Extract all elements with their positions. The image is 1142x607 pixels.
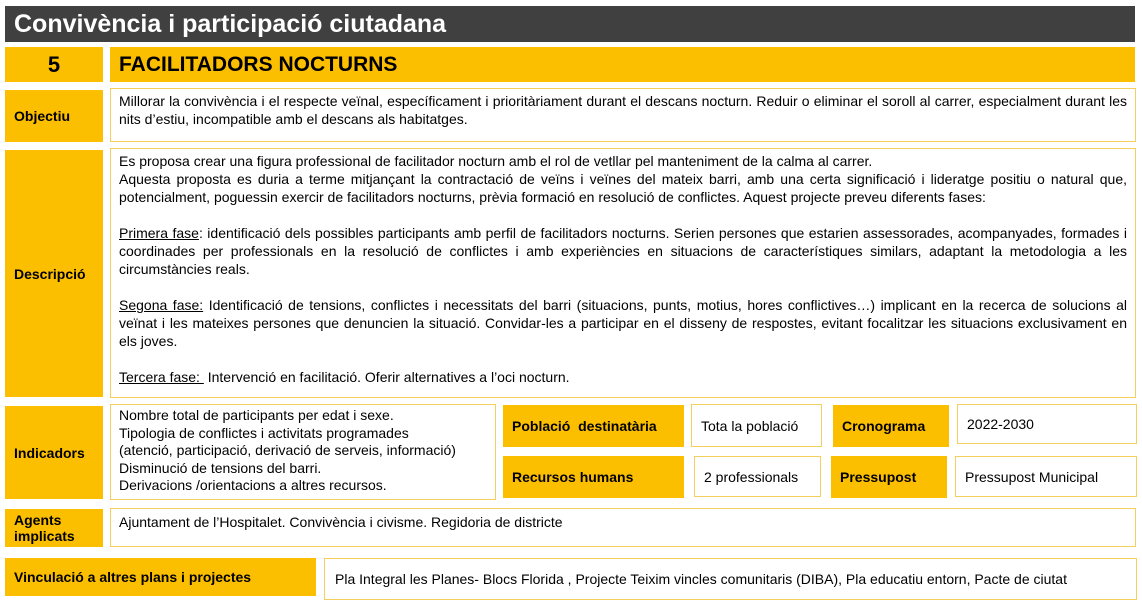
indicadors-list (110, 404, 496, 500)
phase-1-title: Primera fase (119, 225, 199, 241)
indicador-item: Nombre total de participants per edat i sexe. (119, 407, 394, 423)
phase-2 (119, 296, 1127, 350)
agents-label: Agents implicats (5, 509, 103, 547)
phase-1-text: : identificació dels possibles participants amb perfil de facilitadors nocturns. Serien persones que estarien assessorades, acompanyades, formades i coordinades per professionals en la resolució de conflictes i amb experiències en situacions de característiques similars, adaptant la metodologia a les circumstàncies reals. (119, 225, 1128, 277)
vinculacio-label: Vinculació a altres plans i projectes (5, 558, 316, 596)
phase-3 (119, 368, 1127, 386)
pressupost-label: Pressupost (831, 456, 947, 498)
phase-2-text: Identificació de tensions, conflictes i necessitats del barri (situacions, punts, motius, hores conflictives…) implicant en la recerca de solucions al veïnat i les mateixes persones que denuncien la situació. Convidar-les a participar en el disseny de respostes, evitant focalitzar les situacions exclusivament en els joves. (119, 297, 1127, 349)
recursos-value: 2 professionals (694, 456, 821, 497)
objectiu-text (110, 88, 1136, 142)
objectiu-paragraph: Millorar la convivència i el respecte veïnal, específicament i prioritàriament durant el descans nocturn. Reduir o eliminar el soroll al carrer, especialment durant les nits d’estiu, incompatible amb el descans als habitatges. (119, 93, 1127, 127)
indicador-item: Disminució de tensions del barri. (119, 459, 322, 476)
page-title: Convivència i participació ciutadana (5, 6, 1135, 42)
descripcio-intro-2: Aquesta proposta es duria a terme mitjançant la contractació de veïns i veïnes del mateix barri, amb una certa significació i lideratge positiu o natural que, potencialment, poguessin exercir de facilitadors nocturns, prèvia formació en resolució de conflictes. Aquest projecte preveu diferents fases: (119, 171, 1127, 205)
project-number: 5 (5, 47, 103, 82)
phase-1 (119, 224, 1127, 278)
descripcio-label: Descripció (5, 150, 103, 397)
objectiu-label: Objectiu (5, 90, 103, 142)
indicador-item: Derivacions /orientacions a altres recursos. (119, 477, 387, 493)
agents-text: Ajuntament de l’Hospitalet. Convivència i civisme. Regidoria de districte (110, 508, 1136, 547)
poblacio-value: Tota la població (691, 404, 822, 447)
pressupost-value: Pressupost Municipal (955, 456, 1137, 497)
poblacio-label: Població destinatària (503, 405, 684, 447)
phase-2-title: Segona fase: (119, 297, 204, 313)
descripcio-intro-1: Es proposa crear una figura professional de facilitador nocturn amb el rol de vetllar pel manteniment de la calma al carrer. (119, 153, 873, 169)
phase-3-text: Intervenció en facilitació. Oferir alternatives a l’oci nocturn. (203, 369, 570, 385)
cronograma-value: 2022-2030 (957, 404, 1137, 444)
project-title: FACILITADORS NOCTURNS (110, 47, 1135, 82)
vinculacio-text: Pla Integral les Planes- Blocs Florida , Projecte Teixim vincles comunitaris (DIBA), Pla educatiu entorn, Pacte de ciutat (324, 558, 1137, 600)
recursos-label: Recursos humans (503, 456, 684, 498)
indicadors-label: Indicadors (5, 406, 103, 499)
descripcio-text (110, 148, 1136, 398)
indicador-item: (atenció, participació, derivació de serveis, informació) (119, 442, 456, 458)
phase-3-title: Tercera fase: (119, 369, 204, 385)
indicador-item: Tipologia de conflictes i activitats programades (119, 424, 409, 441)
cronograma-label: Cronograma (833, 405, 949, 447)
